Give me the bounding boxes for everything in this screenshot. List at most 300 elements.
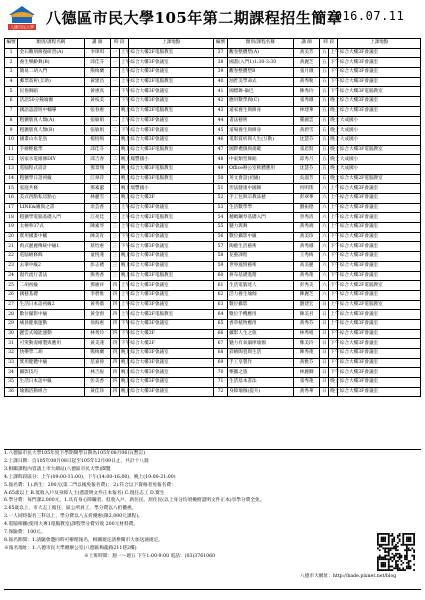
cell-time: 下午 [329,358,338,368]
course-table [4,38,421,397]
table-row [5,290,421,300]
cell-no: 19 [5,223,18,233]
cell-day: 三 [110,252,119,262]
cell-place: 大成國小 [338,116,421,126]
cell-time: 晚上 [329,155,338,165]
cell-no: 70 [214,368,227,378]
cell-teacher: 林建華 [294,106,320,116]
cell-place: 綜合大樓3F會議室 [338,58,421,68]
cell-place: 綜合大樓2F電腦教室 [128,106,214,116]
table-header-row [5,39,421,49]
cell-no: 24 [5,271,18,281]
cell-day: 一 [110,87,119,97]
cell-day: 三 [110,213,119,223]
cell-no: 23 [5,261,18,271]
cell-name: 魅力與舞 [227,223,293,233]
cell-name: 香草植物應用 [227,319,293,329]
cell-time: 上午 [119,310,128,320]
cell-name: 二胡初級 [18,281,84,291]
cell-no: 54 [214,213,227,223]
cell-teacher: 彭秀美 [294,281,320,291]
table-row [5,358,421,368]
note-line: 5.報名費：1).新生：200元(第二門以後免報名費)； 2).符合以下資格者免報名費： [4,482,176,488]
cell-day: 三 [110,261,119,271]
cell-no: 42 [214,97,227,107]
cell-no: 15 [5,184,18,194]
cell-name: 觀卷整體塑(A) [227,48,293,58]
cell-no: 55 [214,223,227,233]
cell-time: 上午 [119,300,128,310]
cell-place: 綜合大樓2F [128,329,214,339]
cell-day: 五 [320,164,329,174]
cell-teacher: 張秀娥 [294,97,320,107]
cell-place: 綜合大樓3F會議室 [338,223,421,233]
table-row [5,271,421,281]
table-row [5,48,421,58]
cell-place: 大成國小 [338,155,421,165]
cell-day: 五 [320,106,329,116]
cell-teacher: 陳麗芝 [294,290,320,300]
cell-no: 11 [5,145,18,155]
cell-teacher: 林秀玲 [84,329,110,339]
cell-time: 下午 [329,87,338,97]
table-row [5,387,421,397]
table-row [5,194,421,204]
cell-place: 大成國小 [338,164,421,174]
cell-name: 電腦程式設計 [18,164,84,174]
cell-time: 下午 [119,339,128,349]
cell-day: 日 [320,319,329,329]
cell-time: 下午 [329,281,338,291]
cell-place: 綜合大樓3F會議室 [128,358,214,368]
col-header: 上課地點 [338,39,421,49]
cell-place: 綜合大樓2F電腦教室 [128,213,214,223]
cell-teacher: 李碧惟 [84,290,110,300]
cell-no: 61 [214,281,227,291]
website-url[interactable]: 八德市大網址：http://bade.pixnet.net/blog [300,574,397,579]
cell-name: 電影賞析與人生(互動) [227,135,293,145]
cell-day: 四 [110,339,119,349]
cell-no: 8 [5,116,18,126]
cell-time: 晚上 [329,97,338,107]
note-line: 3.一人同時報名三科以上，學分費以八五折優惠(限2,000元課程)。 [4,514,143,520]
cell-day: 日 [320,329,329,339]
cell-place: 綜合大樓3F會議室 [128,68,214,78]
cell-place: 綜合大樓3F會議室 [338,252,421,262]
table-row [5,77,421,87]
cell-no: 1 [5,48,18,58]
table-row [5,252,421,262]
cell-name: 居家水電維修DIY [18,155,84,165]
cell-time: 下午 [329,232,338,242]
page-title: 八德區市民大學105年第二期課程招生簡章 [46,9,343,27]
table-row [5,155,421,165]
cell-teacher: 黃雅芬 [294,358,320,368]
cell-no: 3 [5,68,18,78]
cell-teacher: 張敏娟 [84,116,110,126]
cell-place: 綜合大樓3F會議室 [338,339,421,349]
cell-teacher: 陳美君 [294,310,320,320]
cell-day: 五 [320,135,329,145]
cell-time: 晚上 [329,378,338,388]
cell-time: 晚上 [119,252,128,262]
cell-place: 綜合大樓3F會議室 [338,213,421,223]
cell-name: 油匠美學命式 [227,77,293,87]
cell-teacher: 黃建昌 [84,77,110,87]
cell-day: 五 [320,97,329,107]
cell-name: 道家養生與修身 [227,106,293,116]
note-line: 4.電腦相關(使用大專1電腦教室)課程學分費另收 200元材料費。 [4,522,139,528]
cell-name: 活語50分鐘瑜伽 [18,97,84,107]
cell-time: 晚上 [119,155,128,165]
cell-day: 四 [110,329,119,339]
cell-name: 英文會話(初級) [227,174,293,184]
cell-time: 下午 [329,329,338,339]
cell-place: 綜合大樓3F會議室 [338,232,421,242]
cell-day: 六 [320,184,329,194]
cell-no: 60 [214,271,227,281]
cell-name: 彩繪陶瓷與生活 [227,349,293,359]
cell-name: 生活日本語中級 [18,378,84,388]
cell-no: 64 [214,310,227,320]
cell-no: 18 [5,213,18,223]
cell-time: 下午 [329,339,338,349]
cell-no: 39 [214,68,227,78]
cell-place: 鳳豐國小 [128,155,214,165]
cell-name: 精緻鋼琴基礎入門 [227,213,293,223]
cell-day: 四 [110,358,119,368]
cell-place: 綜合大樓3F會議室 [128,242,214,252]
table-row [5,116,421,126]
cell-name: 國畫(入門1)1:30-3:30 [227,58,293,68]
col-header: 類別/課程名稱 [18,39,84,49]
cell-day: 六 [320,242,329,252]
cell-day: 五 [320,87,329,97]
cell-no: 58 [214,252,227,262]
cell-teacher: 劉建宏 [294,300,320,310]
cell-teacher: 鄧素蕙 [84,184,110,194]
cell-no: 62 [214,290,227,300]
cell-no: 51 [214,184,227,194]
cell-name: 瑜伽活動組合 [18,387,84,397]
cell-time: 下午 [329,77,338,87]
cell-no: 52 [214,194,227,204]
cell-place: 綜合大樓2F電腦教室 [128,48,214,58]
cell-time: 晚上 [119,387,128,397]
cell-no: 48 [214,155,227,165]
cell-place: 綜合大樓3F會議室 [338,319,421,329]
cell-day: 四 [110,310,119,320]
cell-place: 綜合大樓3F會議室 [128,300,214,310]
cell-name: 簡易二胡入門 [18,68,84,78]
cell-teacher: 高美麗 [294,261,320,271]
cell-teacher: 黃美芳 [294,48,320,58]
cell-place: 綜合大樓3F會議室 [128,116,214,126]
cell-teacher: 吳淑芳 [294,174,320,184]
cell-name: 中東類型舞蹈 [227,155,293,165]
table-row [5,319,421,329]
cell-time: 晚上 [119,261,128,271]
col-header: 類別/課程名稱 [227,39,293,49]
cell-name: 書法藝術 [227,116,293,126]
cell-time: 上午 [119,223,128,233]
cell-no: 57 [214,242,227,252]
cell-place: 綜合大樓3F會議室 [128,126,214,136]
cell-no: 27 [5,300,18,310]
cell-place: 綜合大樓3F會議室 [128,319,214,329]
cell-time: 上午 [119,48,128,58]
cell-time: 晚上 [119,368,128,378]
cell-place: 綜合大樓3F會議室 [338,184,421,194]
cell-name: LINE&圖與之書 [18,203,84,213]
cell-no: 10 [5,135,18,145]
cell-teacher: 陳秀玲 [294,87,320,97]
cell-no: 9 [5,126,18,136]
cell-day: 三 [110,271,119,281]
cell-time: 下午 [329,349,338,359]
cell-day: 四 [110,349,119,359]
table-row [5,174,421,184]
cell-time: 晚上 [119,106,128,116]
logo-text: 八德市民大學 [10,24,34,30]
cell-teacher: 彭美香 [84,378,110,388]
cell-place: 綜合大樓3F會議室 [338,106,421,116]
cell-day: 二 [110,126,119,136]
note-line: 8.報名期間：1.請隨會邀同時可辦理報名，相關規定請參閱市大加送通規定。 [4,537,163,543]
cell-teacher: 張敏娟 [84,126,110,136]
cell-day: 一 [110,58,119,68]
cell-place: 綜合大樓3F會議室 [128,87,214,97]
table-row [5,281,421,291]
cell-teacher: 蔡怡惠 [84,242,110,252]
cell-no: 5 [5,87,18,97]
table-row [5,261,421,271]
cell-teacher: 林吉振 [84,368,110,378]
cell-teacher: 范嘉偉 [84,358,110,368]
cell-time: 晚上 [329,126,338,136]
cell-time: 晚上 [329,116,338,126]
cell-time: 上午 [329,194,338,204]
cell-day: 三 [110,242,119,252]
col-header: 上課地點 [128,39,214,49]
table-row [5,310,421,320]
cell-day: 五 [320,116,329,126]
cell-teacher: 黃秀娥 [294,242,320,252]
cell-time: 下午 [119,242,128,252]
cell-teacher: 林麗雪 [84,194,110,204]
cell-name: 國際禮儀與規範 [227,145,293,155]
cell-day: 日 [320,358,329,368]
cell-no: 25 [5,281,18,291]
cell-place: 綜合大樓3F會議室 [128,368,214,378]
cell-name: 攝影技巧 [18,368,84,378]
cell-day: 六 [320,252,329,262]
office-hours: ※上班時間：週一～週五 下午1:00-9:00 電話：(03)3761060 [84,553,216,559]
cell-place: 綜合大樓3F會議室 [128,135,214,145]
cell-day: 五 [320,155,329,165]
cell-time: 晚上 [119,358,128,368]
cell-day: 二 [110,135,119,145]
note-line: 2.上課日期：自105年08月08日起至105年12月09日止，共計十八週 [4,458,149,464]
table-row [5,68,421,78]
cell-teacher: 邱秀月 [294,155,320,165]
cell-teacher: 曾秀清 [294,213,320,223]
cell-teacher: 熊秀香 [84,271,110,281]
cell-name: 美式西點私房點心 [18,194,84,204]
cell-no: 14 [5,174,18,184]
table-row [5,232,421,242]
cell-time: 下午 [329,252,338,262]
cell-time: 晚上 [329,387,338,397]
cell-no: 66 [214,329,227,339]
cell-teacher: 林秀娟 [294,329,320,339]
cell-name: 家庭共修 [18,184,84,194]
cell-name: 國藝基礎 [18,290,84,300]
cell-teacher: 江翠萍 [84,174,110,184]
cell-time: 晚上 [119,271,128,281]
cell-teacher: 熊梅蘭 [84,68,110,78]
cell-name: 麗雲式翰能運動 [18,329,84,339]
cell-teacher: 陳美育 [84,232,110,242]
cell-place: 綜合大樓3F電腦教室 [128,174,214,184]
cell-name: 活力養生瑜伽 [227,290,293,300]
cell-time: 下午 [119,87,128,97]
cell-no: 50 [214,174,227,184]
cell-day: 六 [320,281,329,291]
cell-teacher: 熊梅蘭 [84,349,110,359]
cell-day: 一 [110,48,119,58]
cell-time: 晚上 [119,194,128,204]
cell-teacher: 江亮廷 [84,213,110,223]
cell-name: 養生樂齡舞(B) [18,58,84,68]
cell-teacher: 徐海惠 [84,319,110,329]
table-row [5,58,421,68]
note-line: 6.學分費：每門課2,000元，1.具有身心障礙者、低收入戶、新住民、原住民(以上身分均須檢附證明文件正本)享學分費全免。 [4,498,265,504]
cell-place: 綜合大樓3F會議室 [128,378,214,388]
cell-place: 綜合大樓3F會議室 [338,261,421,271]
note-line: 7.保險費：100元。 [4,530,46,536]
cell-teacher: 黃佳珍 [84,387,110,397]
cell-name: 手繪輕鬆學 [18,145,84,155]
cell-time: 晚上 [119,349,128,359]
cell-time: 晚上 [329,174,338,184]
table-row [5,126,421,136]
cell-teacher: 黃枝美 [84,97,110,107]
cell-day: 六 [320,223,329,233]
cell-no: 6 [5,97,18,107]
cell-place: 綜合大樓3F電腦教室 [128,145,214,155]
cell-place: 綜合大樓3F會議室 [338,358,421,368]
cell-place: 綜合大樓3F會議室 [338,194,421,204]
cell-teacher: 陳秀蓮 [294,349,320,359]
cell-name: 生活數學學 [227,203,293,213]
cell-teacher: 黃美珍 [294,232,320,242]
cell-name: 郵票賞析(互助) [18,77,84,87]
cell-place: 綜合大樓3F會議室 [128,58,214,68]
cell-day: 日 [320,339,329,349]
cell-no: 41 [214,87,227,97]
cell-no: 33 [5,358,18,368]
cell-teacher: 黃惠真 [84,87,110,97]
cell-day: 三 [110,232,119,242]
cell-place: 綜合大樓2F電腦教室 [338,174,421,184]
cell-place: 大成國小 [338,135,421,145]
col-header: 編號 [5,39,18,49]
table-row [5,368,421,378]
cell-day: 二 [110,155,119,165]
cell-time: 下午 [119,232,128,242]
table-row [5,97,421,107]
cell-name: 去筆中級2 [18,261,84,271]
cell-time: 晚上 [119,184,128,194]
cell-no: 31 [5,339,18,349]
cell-time: 上午 [119,213,128,223]
cell-day: 四 [110,319,119,329]
table-row [5,203,421,213]
cell-no: 28 [5,310,18,320]
cell-place: 綜合大樓3F會議室 [128,97,214,107]
cell-no: 38 [214,58,227,68]
cell-name: 痛員健康運動 [18,319,84,329]
cell-name: 粗獷學日語初級 [18,174,84,184]
cell-time: 下午 [329,290,338,300]
cell-teacher: 鄧景翔 [84,164,110,174]
cell-day: 日 [320,300,329,310]
cell-day: 日 [320,349,329,359]
note-line: A.65歲以上 B.低收入戶及身障人士(憑證明文件正本報名) C.現任志工 D.實生 [4,490,165,496]
col-header: 時 段 [320,39,338,49]
cell-name: 世界風情藝術 [227,261,293,271]
cell-day: 一 [110,106,119,116]
note-line: ※報名地址：1.八德市民大學總辦公室(八德區梅龍路211巷2樓) [4,545,137,551]
table-row [5,135,421,145]
cell-name: 手工皂製作 [227,358,293,368]
cell-teacher: 鄭美玲 [294,339,320,349]
cell-day: 一 [110,68,119,78]
cell-time: 晚上 [329,135,338,145]
cell-time: 下午 [329,68,338,78]
cell-place: 綜合大樓3F會議室 [128,261,214,271]
cell-teacher: 何明瑤 [294,184,320,194]
cell-day: 二 [110,184,119,194]
cell-no: 37 [214,48,227,58]
cell-time: 晚上 [329,164,338,174]
cell-day: 三 [110,223,119,233]
cell-teacher: 劉振德 [294,203,320,213]
cell-place: 綜合大樓3F會議室 [128,223,214,233]
cell-teacher: 陳素琴 [84,223,110,233]
table-row [5,300,421,310]
cell-no: 26 [5,290,18,300]
table-row [5,164,421,174]
col-header: 時 段 [110,39,128,49]
cell-place: 綜合大樓2F [128,194,214,204]
cell-teacher: 邱佳芬 [84,145,110,155]
cell-teacher: 沈慧芬 [294,164,320,174]
cell-day: 一 [110,77,119,87]
cell-day: 四 [110,290,119,300]
cell-teacher: 鄧慶祥 [84,281,110,291]
cell-day: 五 [320,77,329,87]
cell-place: 綜合大樓3F會議室 [128,290,214,300]
cell-teacher: 童悅蓮 [84,252,110,262]
cell-no: 7 [5,106,18,116]
cell-teacher: 黃秀蓮 [294,271,320,281]
cell-name: 攝影人生之旅 [227,329,293,339]
cell-time: 晚上 [329,145,338,155]
cell-day: 四 [110,281,119,291]
note-line: 4.上課時段區分：上午(09:00-11:00)、下午(14:00-16:00)、晚上(19:00-21:00) [4,474,176,480]
